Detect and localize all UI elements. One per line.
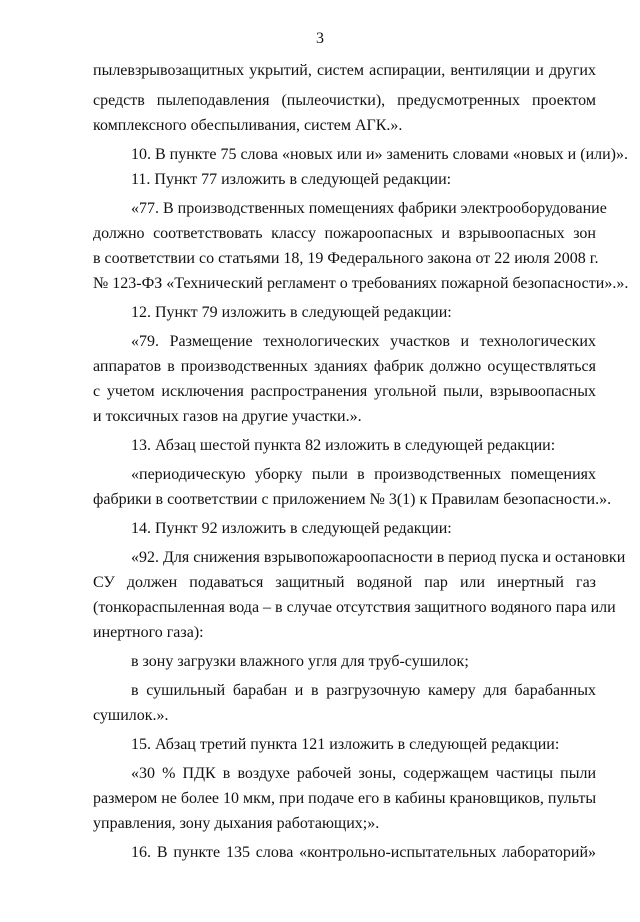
text-line: в сушильный барабан и в разгрузочную камеру для барабанных: [131, 682, 596, 699]
text-line: фабрики в соответствии с приложением № 3(1) к Правилам безопасности.».: [93, 491, 612, 508]
text-line: 12. Пункт 79 изложить в следующей редакции:: [131, 304, 452, 321]
text-line: аппаратов в производственных зданиях фабрик должно осуществляться: [93, 358, 596, 375]
text-line: «92. Для снижения взрывопожароопасности в период пуска и остановки: [131, 549, 626, 566]
text-line: 15. Абзац третий пункта 121 изложить в следующей редакции:: [131, 736, 560, 753]
text-line: 11. Пункт 77 изложить в следующей редакции:: [131, 171, 452, 188]
text-line: «77. В производственных помещениях фабрики электрооборудование: [131, 200, 607, 217]
text-line: «периодическую уборку пыли в производственных помещениях: [131, 466, 596, 483]
text-line: средств пылеподавления (пылеочистки), предусмотренных проектом: [93, 92, 596, 109]
text-line: управления, зону дыхания работающих;».: [93, 815, 380, 832]
text-line: инертного газа):: [93, 624, 204, 641]
text-line: 10. В пункте 75 слова «новых или и» заменить словами «новых и (или)».: [131, 146, 628, 163]
text-line: (тонкораспыленная вода – в случае отсутствия защитного водяного пара или: [93, 599, 616, 616]
text-line: «30 % ПДК в воздухе рабочей зоны, содержащем частицы пыли: [131, 765, 596, 782]
text-line: размером не более 10 мкм, при подаче его в кабины крановщиков, пульты: [93, 790, 597, 807]
text-line: в соответствии со статьями 18, 19 Федерального закона от 22 июля 2008 г.: [93, 250, 599, 267]
text-line: СУ должен подаваться защитный водяной пар или инертный газ: [93, 574, 596, 591]
text-line: сушилок.».: [93, 707, 169, 724]
text-line: в зону загрузки влажного угля для труб-сушилок;: [131, 653, 469, 670]
text-line: «79. Размещение технологических участков и технологических: [131, 333, 596, 350]
text-line: и токсичных газов на другие участки.».: [93, 408, 362, 425]
text-line: пылевзрывозащитных укрытий, систем аспирации, вентиляции и других: [93, 62, 596, 79]
text-line: 13. Абзац шестой пункта 82 изложить в следующей редакции:: [131, 437, 556, 454]
text-line: 16. В пункте 135 слова «контрольно-испытательных лабораторий»: [131, 844, 596, 861]
text-line: 14. Пункт 92 изложить в следующей редакции:: [131, 520, 452, 537]
text-line: с учетом исключения распространения угольной пыли, взрывоопасных: [93, 383, 596, 400]
text-line: комплексного обеспыливания, систем АГК.».: [93, 117, 403, 134]
page-number: 3: [316, 30, 324, 47]
text-line: должно соответствовать классу пожароопасных и взрывоопасных зон: [93, 225, 596, 242]
text-line: № 123-ФЗ «Технический регламент о требованиях пожарной безопасности».».: [93, 275, 629, 292]
